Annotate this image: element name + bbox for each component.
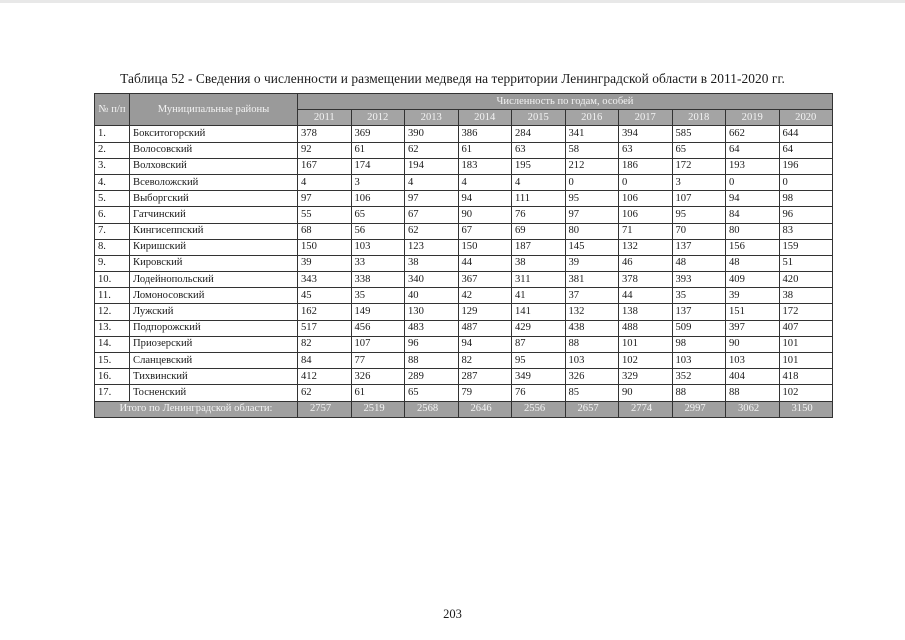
count-cell: 106 <box>619 207 673 223</box>
row-number: 15. <box>95 353 130 369</box>
row-number: 13. <box>95 320 130 336</box>
scan-top-edge <box>0 0 905 3</box>
count-cell: 42 <box>458 288 512 304</box>
count-cell: 39 <box>565 255 619 271</box>
count-cell: 329 <box>619 369 673 385</box>
bear-population-table <box>94 93 833 418</box>
total-cell: 2757 <box>298 401 352 417</box>
count-cell: 407 <box>779 320 833 336</box>
count-cell: 82 <box>298 336 352 352</box>
count-cell: 35 <box>351 288 405 304</box>
count-cell: 35 <box>672 288 726 304</box>
count-cell: 138 <box>619 304 673 320</box>
count-cell: 150 <box>458 239 512 255</box>
count-cell: 141 <box>512 304 566 320</box>
count-cell: 48 <box>672 255 726 271</box>
count-cell: 96 <box>779 207 833 223</box>
count-cell: 130 <box>405 304 459 320</box>
count-cell: 45 <box>298 288 352 304</box>
count-cell: 429 <box>512 320 566 336</box>
count-cell: 378 <box>619 272 673 288</box>
count-cell: 98 <box>779 191 833 207</box>
count-cell: 103 <box>726 353 780 369</box>
district-name: Бокситогорский <box>130 126 298 142</box>
page-number: 203 <box>443 607 462 621</box>
count-cell: 386 <box>458 126 512 142</box>
count-cell: 97 <box>565 207 619 223</box>
count-cell: 326 <box>351 369 405 385</box>
count-cell: 95 <box>565 191 619 207</box>
total-label: Итого по Ленинградской области: <box>95 401 298 417</box>
count-cell: 38 <box>779 288 833 304</box>
count-cell: 95 <box>512 353 566 369</box>
count-cell: 183 <box>458 158 512 174</box>
count-cell: 137 <box>672 239 726 255</box>
count-cell: 64 <box>726 142 780 158</box>
district-name: Выборгский <box>130 191 298 207</box>
count-cell: 63 <box>512 142 566 158</box>
count-cell: 0 <box>779 174 833 190</box>
count-cell: 97 <box>405 191 459 207</box>
count-cell: 0 <box>619 174 673 190</box>
count-cell: 149 <box>351 304 405 320</box>
count-cell: 103 <box>565 353 619 369</box>
table-row <box>95 353 833 369</box>
table-row <box>95 158 833 174</box>
count-cell: 67 <box>458 223 512 239</box>
count-cell: 65 <box>405 385 459 401</box>
total-cell: 3062 <box>726 401 780 417</box>
count-cell: 162 <box>298 304 352 320</box>
count-cell: 107 <box>672 191 726 207</box>
district-name: Тосненский <box>130 385 298 401</box>
row-number: 11. <box>95 288 130 304</box>
total-cell: 2556 <box>512 401 566 417</box>
count-cell: 38 <box>405 255 459 271</box>
row-number: 6. <box>95 207 130 223</box>
count-cell: 107 <box>351 336 405 352</box>
count-cell: 84 <box>726 207 780 223</box>
count-cell: 195 <box>512 158 566 174</box>
table-row <box>95 369 833 385</box>
count-cell: 38 <box>512 255 566 271</box>
count-cell: 438 <box>565 320 619 336</box>
year-header: 2018 <box>672 110 726 126</box>
column-header-group: Численность по годам, особей <box>298 94 833 110</box>
count-cell: 65 <box>351 207 405 223</box>
table-row <box>95 223 833 239</box>
count-cell: 186 <box>619 158 673 174</box>
district-name: Подпорожский <box>130 320 298 336</box>
count-cell: 44 <box>458 255 512 271</box>
district-name: Сланцевский <box>130 353 298 369</box>
count-cell: 88 <box>405 353 459 369</box>
count-cell: 85 <box>565 385 619 401</box>
row-number: 7. <box>95 223 130 239</box>
count-cell: 349 <box>512 369 566 385</box>
count-cell: 662 <box>726 126 780 142</box>
year-header: 2016 <box>565 110 619 126</box>
year-header: 2019 <box>726 110 780 126</box>
row-number: 10. <box>95 272 130 288</box>
table-row <box>95 288 833 304</box>
count-cell: 69 <box>512 223 566 239</box>
district-name: Приозерский <box>130 336 298 352</box>
count-cell: 159 <box>779 239 833 255</box>
row-number: 17. <box>95 385 130 401</box>
count-cell: 97 <box>298 191 352 207</box>
count-cell: 77 <box>351 353 405 369</box>
count-cell: 193 <box>726 158 780 174</box>
count-cell: 393 <box>672 272 726 288</box>
district-name: Волховский <box>130 158 298 174</box>
district-name: Киришский <box>130 239 298 255</box>
count-cell: 61 <box>458 142 512 158</box>
count-cell: 96 <box>405 336 459 352</box>
year-header: 2012 <box>351 110 405 126</box>
count-cell: 51 <box>779 255 833 271</box>
count-cell: 68 <box>298 223 352 239</box>
count-cell: 92 <box>298 142 352 158</box>
total-cell: 2646 <box>458 401 512 417</box>
count-cell: 509 <box>672 320 726 336</box>
count-cell: 4 <box>458 174 512 190</box>
count-cell: 212 <box>565 158 619 174</box>
total-cell: 2774 <box>619 401 673 417</box>
row-number: 1. <box>95 126 130 142</box>
count-cell: 517 <box>298 320 352 336</box>
count-cell: 397 <box>726 320 780 336</box>
count-cell: 55 <box>298 207 352 223</box>
count-cell: 132 <box>619 239 673 255</box>
count-cell: 352 <box>672 369 726 385</box>
count-cell: 412 <box>298 369 352 385</box>
count-cell: 94 <box>726 191 780 207</box>
district-name: Лужский <box>130 304 298 320</box>
count-cell: 61 <box>351 142 405 158</box>
count-cell: 404 <box>726 369 780 385</box>
count-cell: 56 <box>351 223 405 239</box>
count-cell: 84 <box>298 353 352 369</box>
row-number: 2. <box>95 142 130 158</box>
count-cell: 87 <box>512 336 566 352</box>
count-cell: 62 <box>405 223 459 239</box>
total-row <box>95 401 833 417</box>
count-cell: 367 <box>458 272 512 288</box>
row-number: 8. <box>95 239 130 255</box>
count-cell: 151 <box>726 304 780 320</box>
count-cell: 187 <box>512 239 566 255</box>
count-cell: 64 <box>779 142 833 158</box>
count-cell: 340 <box>405 272 459 288</box>
district-name: Волосовский <box>130 142 298 158</box>
count-cell: 132 <box>565 304 619 320</box>
count-cell: 4 <box>512 174 566 190</box>
count-cell: 33 <box>351 255 405 271</box>
count-cell: 70 <box>672 223 726 239</box>
count-cell: 167 <box>298 158 352 174</box>
count-cell: 644 <box>779 126 833 142</box>
count-cell: 106 <box>351 191 405 207</box>
count-cell: 65 <box>672 142 726 158</box>
count-cell: 3 <box>672 174 726 190</box>
count-cell: 145 <box>565 239 619 255</box>
count-cell: 3 <box>351 174 405 190</box>
count-cell: 41 <box>512 288 566 304</box>
district-name: Ломоносовский <box>130 288 298 304</box>
table-row <box>95 239 833 255</box>
count-cell: 90 <box>458 207 512 223</box>
table-row <box>95 191 833 207</box>
count-cell: 390 <box>405 126 459 142</box>
count-cell: 4 <box>298 174 352 190</box>
count-cell: 88 <box>565 336 619 352</box>
table-row <box>95 207 833 223</box>
count-cell: 409 <box>726 272 780 288</box>
count-cell: 90 <box>619 385 673 401</box>
table-row <box>95 126 833 142</box>
total-cell: 3150 <box>779 401 833 417</box>
count-cell: 62 <box>298 385 352 401</box>
count-cell: 137 <box>672 304 726 320</box>
count-cell: 80 <box>565 223 619 239</box>
count-cell: 106 <box>619 191 673 207</box>
count-cell: 58 <box>565 142 619 158</box>
count-cell: 287 <box>458 369 512 385</box>
count-cell: 394 <box>619 126 673 142</box>
table-row <box>95 255 833 271</box>
count-cell: 95 <box>672 207 726 223</box>
count-cell: 46 <box>619 255 673 271</box>
count-cell: 381 <box>565 272 619 288</box>
year-header: 2011 <box>298 110 352 126</box>
year-header: 2017 <box>619 110 673 126</box>
count-cell: 341 <box>565 126 619 142</box>
count-cell: 102 <box>619 353 673 369</box>
count-cell: 343 <box>298 272 352 288</box>
table-row <box>95 174 833 190</box>
row-number: 14. <box>95 336 130 352</box>
row-number: 3. <box>95 158 130 174</box>
count-cell: 111 <box>512 191 566 207</box>
count-cell: 194 <box>405 158 459 174</box>
count-cell: 44 <box>619 288 673 304</box>
count-cell: 585 <box>672 126 726 142</box>
column-header-number: № п/п <box>95 94 130 126</box>
table-row <box>95 272 833 288</box>
count-cell: 196 <box>779 158 833 174</box>
year-header: 2020 <box>779 110 833 126</box>
district-name: Кировский <box>130 255 298 271</box>
district-name: Лодейнопольский <box>130 272 298 288</box>
count-cell: 284 <box>512 126 566 142</box>
table-row <box>95 385 833 401</box>
column-header-district: Муниципальные районы <box>130 94 298 126</box>
count-cell: 39 <box>298 255 352 271</box>
count-cell: 62 <box>405 142 459 158</box>
count-cell: 156 <box>726 239 780 255</box>
count-cell: 369 <box>351 126 405 142</box>
count-cell: 48 <box>726 255 780 271</box>
count-cell: 103 <box>351 239 405 255</box>
count-cell: 487 <box>458 320 512 336</box>
row-number: 4. <box>95 174 130 190</box>
count-cell: 0 <box>726 174 780 190</box>
table-row <box>95 142 833 158</box>
count-cell: 79 <box>458 385 512 401</box>
count-cell: 83 <box>779 223 833 239</box>
year-header: 2014 <box>458 110 512 126</box>
count-cell: 420 <box>779 272 833 288</box>
count-cell: 94 <box>458 336 512 352</box>
count-cell: 0 <box>565 174 619 190</box>
count-cell: 37 <box>565 288 619 304</box>
count-cell: 88 <box>726 385 780 401</box>
count-cell: 80 <box>726 223 780 239</box>
district-name: Тихвинский <box>130 369 298 385</box>
count-cell: 40 <box>405 288 459 304</box>
district-name: Кингисеппский <box>130 223 298 239</box>
count-cell: 67 <box>405 207 459 223</box>
count-cell: 39 <box>726 288 780 304</box>
count-cell: 456 <box>351 320 405 336</box>
count-cell: 61 <box>351 385 405 401</box>
count-cell: 102 <box>779 385 833 401</box>
count-cell: 150 <box>298 239 352 255</box>
count-cell: 101 <box>779 336 833 352</box>
total-cell: 2568 <box>405 401 459 417</box>
table-row <box>95 304 833 320</box>
count-cell: 63 <box>619 142 673 158</box>
count-cell: 76 <box>512 385 566 401</box>
count-cell: 289 <box>405 369 459 385</box>
count-cell: 488 <box>619 320 673 336</box>
count-cell: 76 <box>512 207 566 223</box>
count-cell: 378 <box>298 126 352 142</box>
total-cell: 2997 <box>672 401 726 417</box>
count-cell: 311 <box>512 272 566 288</box>
row-number: 5. <box>95 191 130 207</box>
count-cell: 101 <box>619 336 673 352</box>
count-cell: 172 <box>672 158 726 174</box>
count-cell: 82 <box>458 353 512 369</box>
table-row <box>95 336 833 352</box>
count-cell: 94 <box>458 191 512 207</box>
count-cell: 4 <box>405 174 459 190</box>
count-cell: 129 <box>458 304 512 320</box>
count-cell: 172 <box>779 304 833 320</box>
year-header: 2013 <box>405 110 459 126</box>
count-cell: 338 <box>351 272 405 288</box>
row-number: 16. <box>95 369 130 385</box>
count-cell: 101 <box>779 353 833 369</box>
count-cell: 123 <box>405 239 459 255</box>
count-cell: 71 <box>619 223 673 239</box>
total-cell: 2657 <box>565 401 619 417</box>
count-cell: 483 <box>405 320 459 336</box>
row-number: 12. <box>95 304 130 320</box>
count-cell: 90 <box>726 336 780 352</box>
count-cell: 418 <box>779 369 833 385</box>
count-cell: 88 <box>672 385 726 401</box>
table-caption: Таблица 52 - Сведения о численности и размещении медведя на территории Ленинградской области в 2011-2020 гг. <box>120 71 785 86</box>
row-number: 9. <box>95 255 130 271</box>
total-cell: 2519 <box>351 401 405 417</box>
table-row <box>95 320 833 336</box>
count-cell: 326 <box>565 369 619 385</box>
district-name: Всеволожский <box>130 174 298 190</box>
year-header: 2015 <box>512 110 566 126</box>
district-name: Гатчинский <box>130 207 298 223</box>
count-cell: 98 <box>672 336 726 352</box>
count-cell: 174 <box>351 158 405 174</box>
count-cell: 103 <box>672 353 726 369</box>
